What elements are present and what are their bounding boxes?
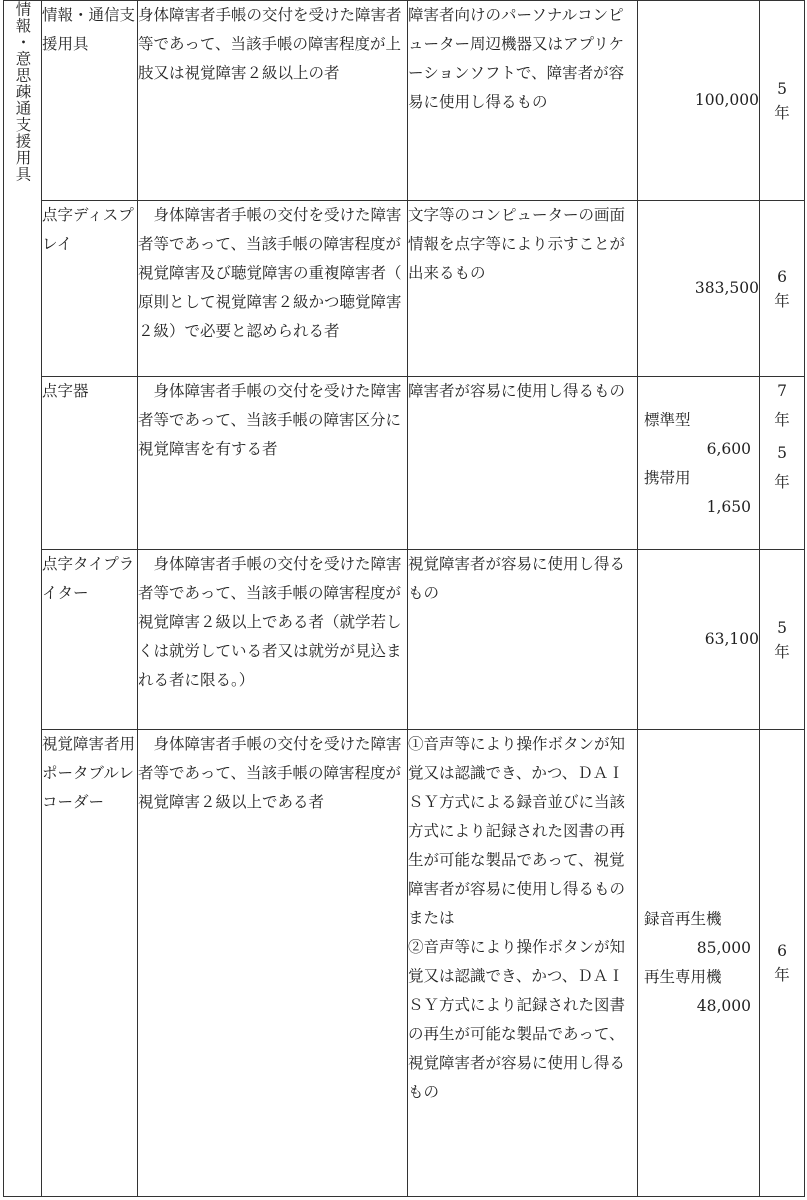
item-spec: 障害者向けのパーソナルコンピューター周辺機器又はアプリケーションソフトで、障害者が容易に使用し得るもの <box>408 1 638 201</box>
years-unit: 年 <box>774 291 790 310</box>
price-value: 48,000 <box>696 997 751 1015</box>
table-row <box>4 377 805 550</box>
item-years <box>760 550 805 730</box>
table-row <box>4 201 805 377</box>
category-label: 情報・意思疎通支援用具 <box>13 1 32 183</box>
item-spec <box>408 730 638 1197</box>
category-cell <box>4 1 42 1197</box>
spec-option-1: ①音声等により操作ボタンが知覚又は認識でき、かつ、ＤＡＩＳＹ方式による録音並びに当該方式により記録された図書の再生が可能な製品であって、視覚障害者が容易に使用し得るもの <box>408 735 626 898</box>
item-name: 情報・通信支援用具 <box>42 1 138 201</box>
price-value: 85,000 <box>696 939 751 957</box>
item-years <box>760 1 805 201</box>
item-price <box>638 377 760 550</box>
item-years <box>760 377 805 550</box>
spec-option-2: ②音声等により操作ボタンが知覚又は認識でき、かつ、ＤＡＩＳＹ方式により記録された図書の再生が可能な製品であって、視覚障害者が容易に使用し得るもの <box>408 938 626 1101</box>
years-unit: 年 <box>774 103 790 122</box>
item-price: 383,500 <box>638 201 760 377</box>
years-number: 6 <box>777 267 787 286</box>
item-target: 身体障害者手帳の交付を受けた障害者等であって、当該手帳の障害程度が上肢又は視覚障害２級以上の者 <box>138 1 408 201</box>
table-row <box>4 1 805 201</box>
years-number: 5 <box>777 444 787 462</box>
price-value: 1,650 <box>706 498 751 516</box>
item-spec: 文字等のコンピューターの画面情報を点字等により示すことが出来るもの <box>408 201 638 377</box>
price-label: 標準型 <box>644 411 691 429</box>
price-label: 再生専用機 <box>644 968 722 986</box>
years-unit: 年 <box>774 642 790 661</box>
item-spec: 視覚障害者が容易に使用し得るもの <box>408 550 638 730</box>
years-unit: 年 <box>774 473 790 491</box>
price-value: 6,600 <box>706 440 751 458</box>
price-label: 録音再生機 <box>644 910 722 928</box>
item-target: 身体障害者手帳の交付を受けた障害者等であって、当該手帳の障害程度が視覚障害２級以上である者 <box>138 730 408 1197</box>
years-number: 5 <box>777 618 787 637</box>
item-target: 身体障害者手帳の交付を受けた障害者等であって、当該手帳の障害程度が視覚障害及び聴覚障害の重複障害者（原則として視覚障害２級かつ聴覚障害２級）で必要と認められる者 <box>138 201 408 377</box>
years-unit: 年 <box>774 966 790 984</box>
item-spec: 障害者が容易に使用し得るもの <box>408 377 638 550</box>
years-number: 5 <box>777 79 787 98</box>
table-row <box>4 550 805 730</box>
item-price: 100,000 <box>638 1 760 201</box>
item-name: 点字器 <box>42 377 138 550</box>
years-number: 7 <box>777 382 787 400</box>
item-name: 点字タイプライター <box>42 550 138 730</box>
item-name: 視覚障害者用ポータブルレコーダー <box>42 730 138 1197</box>
years-number: 6 <box>777 942 787 960</box>
years-unit: 年 <box>774 411 790 429</box>
item-price: 63,100 <box>638 550 760 730</box>
item-target: 身体障害者手帳の交付を受けた障害者等であって、当該手帳の障害区分に視覚障害を有する者 <box>138 377 408 550</box>
item-years <box>760 201 805 377</box>
item-target: 身体障害者手帳の交付を受けた障害者等であって、当該手帳の障害程度が視覚障害２級以上である者（就学若しくは就労している者又は就労が見込まれる者に限る。） <box>138 550 408 730</box>
equipment-table <box>3 0 805 1197</box>
spec-or: または <box>408 909 455 927</box>
item-name: 点字ディスプレイ <box>42 201 138 377</box>
item-years <box>760 730 805 1197</box>
table-row <box>4 730 805 1197</box>
item-price <box>638 730 760 1197</box>
price-label: 携帯用 <box>644 469 691 487</box>
